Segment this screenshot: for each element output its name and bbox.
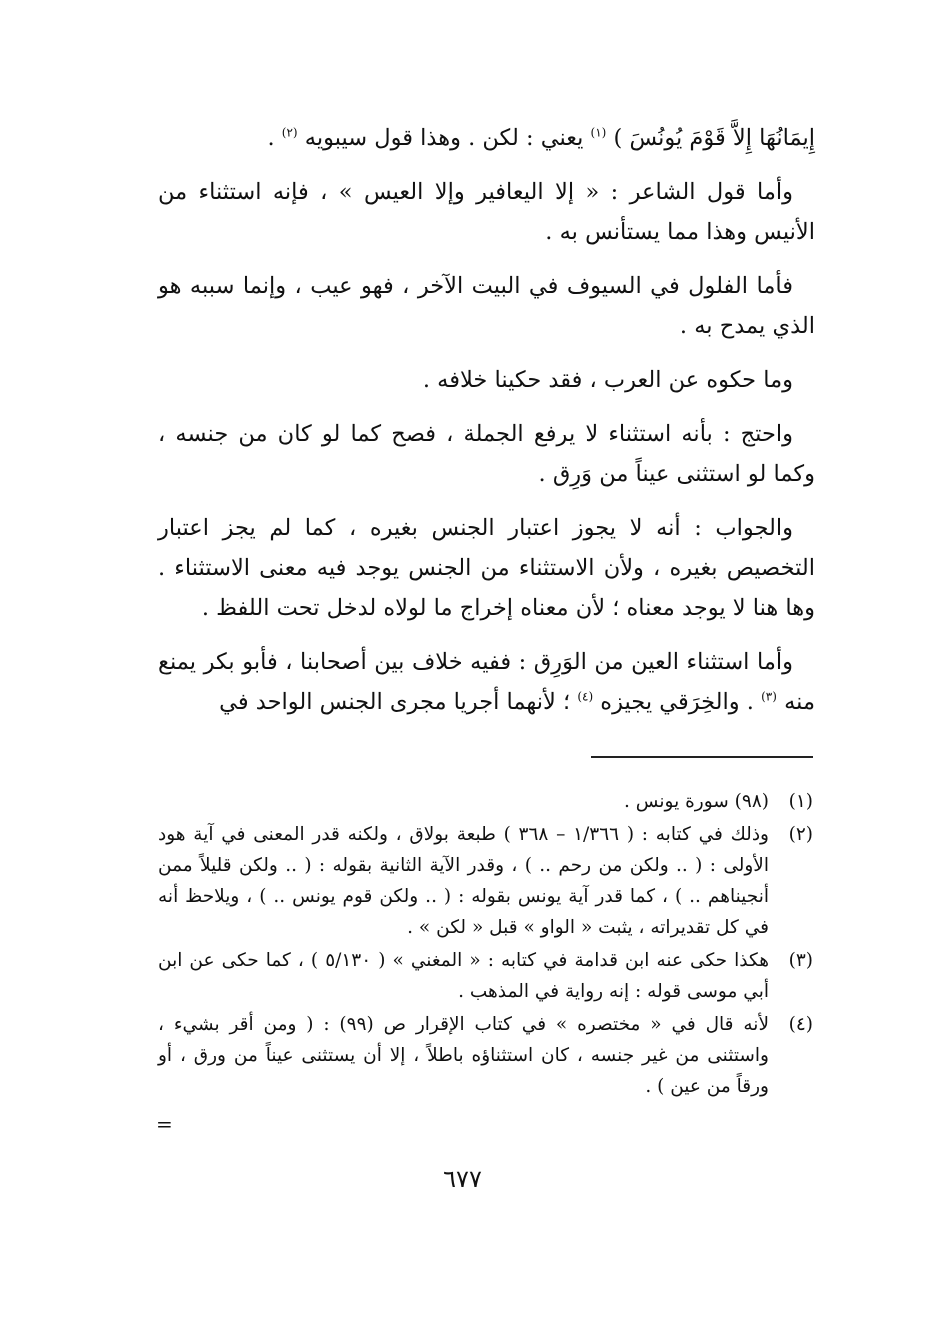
- footnote-ref-2[interactable]: (٢): [281, 125, 298, 140]
- footnote-number: (١): [788, 791, 813, 812]
- footnote-separator: [591, 756, 813, 758]
- footnote-number: (٣): [788, 950, 813, 971]
- footnote-text: هكذا حكى عنه ابن قدامة في كتابه : « المغني » ( ٥/١٣٠ ) ، كما حكى عن ابن أبي موسى قوله : إنه رواية في المذهب .: [158, 950, 769, 1002]
- paragraph-7-part-a: وأما استثناء العين من الوَرِق : ففيه خلاف بين أصحابنا ، فأبو بكر يمنع منه: [158, 649, 815, 715]
- paragraph-2: وأما قول الشاعر : « إلا اليعافير وإلا العيس » ، فإنه استثناء من الأنيس وهذا مما يستأنس به .: [158, 179, 815, 245]
- footnote-3: [158, 945, 813, 1007]
- paragraph-1-end: .: [267, 125, 275, 151]
- paragraph-4: وما حكوه عن العرب ، فقد حكينا خلافه .: [422, 367, 793, 393]
- paragraph-1: [158, 118, 815, 158]
- footnote-4: [158, 1009, 813, 1102]
- footnote-text: لأنه قال في « مختصره » في كتاب الإقرار ص (٩٩) : ( ومن أقر بشيء ، واستثنى من غير جنسه ، كان استثناؤه باطلاً ، إلا أن يستثنى عيناً من ورق ، أو ورقاً من عين ) .: [158, 1014, 769, 1097]
- footnote-text: (٩٨) سورة يونس .: [624, 791, 769, 812]
- continuation-mark: =: [156, 1112, 173, 1136]
- page-number: ٦٧٧: [443, 1165, 482, 1193]
- paragraph-3: فأما الفلول في السيوف في البيت الآخر ، فهو عيب ، وإنما سببه هو الذي يمدح به .: [158, 273, 815, 339]
- paragraph-7-part-c: ؛ لأنهما أجريا مجرى الجنس الواحد في: [219, 689, 571, 715]
- paragraph-6: والجواب : أنه لا يجوز اعتبار الجنس بغيره ، كما لم يجز اعتبار التخصيص بغيره ، ولأن الاستثناء من الجنس يوجد فيه معنى الاستثناء . وها هنا لا يوجد معناه ؛ لأن معناه إخراج ما لولاه لدخل تحت اللفظ .: [158, 515, 815, 621]
- quran-verse: إِيمَانُهَا إِلاَّ قَوْمَ يُونُسَ ): [613, 125, 815, 151]
- footnote-ref-3[interactable]: (٣): [761, 689, 777, 704]
- paragraph-7: [158, 642, 815, 722]
- paragraph-5: واحتج : بأنه استثناء لا يرفع الجملة ، فصح كما لو كان من جنسه ، وكما لو استثنى عيناً من وَرِق .: [158, 421, 815, 487]
- footnote-text: وذلك في كتابه : ( ١/٣٦٦ – ٣٦٨ ) طبعة بولاق ، ولكنه قدر المعنى في آية هود الأولى : ( .. ولكن من رحم .. ) ، وقدر الآية الثانية بقوله : ( .. ولكن قليلاً ممن أنجيناهم .. ) ، كما قدر آية يونس بقوله : ( .. ولكن قوم يونس .. ) ، ويلاحظ أنه في كل تقديراته ، يثبت « الواو » قبل « لكن » .: [158, 824, 769, 938]
- footnotes: [158, 786, 813, 1104]
- footnote-number: (٢): [788, 824, 813, 845]
- main-text: [158, 118, 815, 736]
- footnote-2: [158, 819, 813, 943]
- footnote-ref-4[interactable]: (٤): [577, 689, 594, 704]
- footnote-1: [158, 786, 813, 817]
- paragraph-1-text: يعني : لكن . وهذا قول سيبويه: [304, 125, 584, 151]
- footnote-number: (٤): [788, 1014, 813, 1035]
- footnote-ref-1[interactable]: (١): [590, 125, 607, 140]
- paragraph-7-part-b: . والخِرَقي يجيزه: [600, 689, 754, 715]
